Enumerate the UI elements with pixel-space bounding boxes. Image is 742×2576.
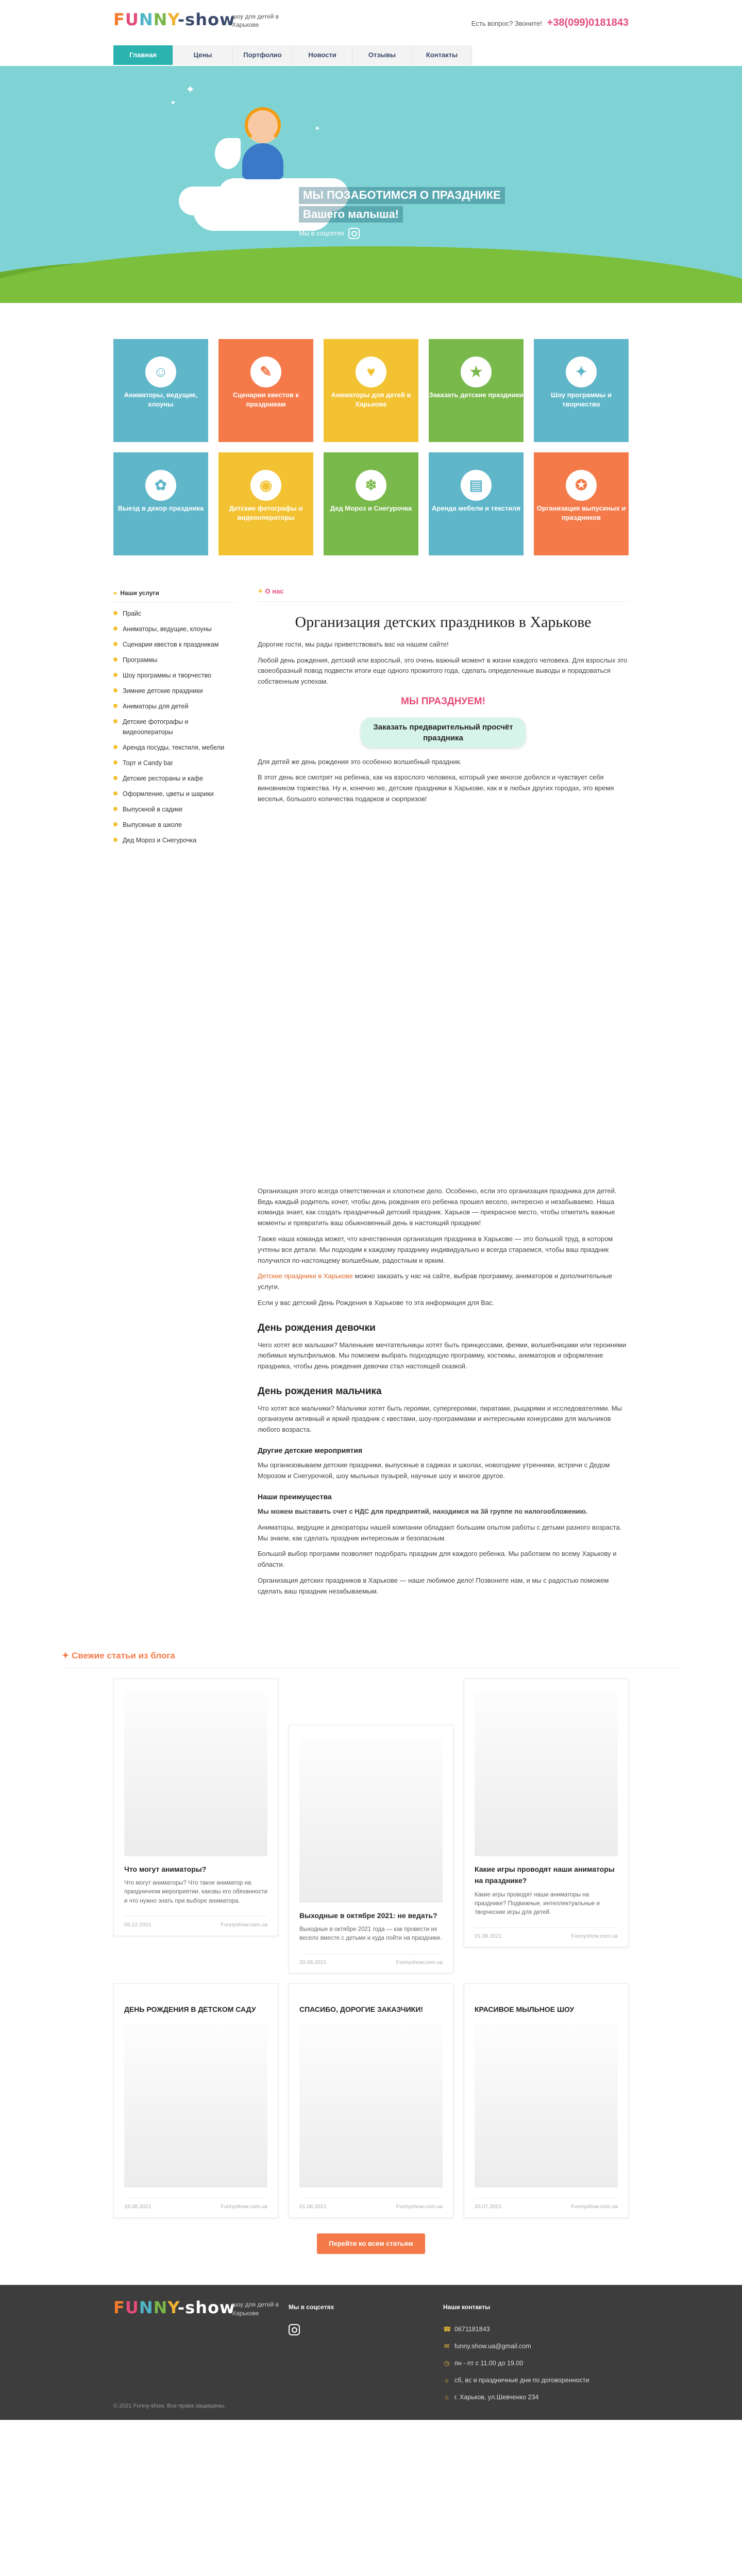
blog-card-image[interactable] xyxy=(124,1691,267,1856)
header-phone-block xyxy=(471,14,629,31)
service-tile[interactable] xyxy=(218,452,313,555)
heading-advantages: Наши преимущества xyxy=(258,1492,332,1501)
clock-icon: ◷ xyxy=(444,2359,450,2367)
article xyxy=(258,586,629,1602)
scroll-icon: ✎ xyxy=(250,357,281,387)
footer-email[interactable] xyxy=(443,2341,589,2351)
location-icon: ⌂ xyxy=(445,2393,449,2401)
footer-social-title: Мы в соцсетях xyxy=(289,2303,334,2311)
nav-item-contacts[interactable]: Контакты xyxy=(412,45,472,65)
service-tile[interactable] xyxy=(429,452,524,555)
phone-label: Есть вопрос? Звоните! xyxy=(471,20,542,27)
paragraph xyxy=(258,1271,629,1293)
footer-phone[interactable] xyxy=(443,2324,589,2334)
services-section xyxy=(0,303,742,586)
balloon-icon: ♥ xyxy=(356,357,386,387)
service-tile[interactable] xyxy=(113,452,208,555)
blog-card-date: 01.09.2021 xyxy=(475,1933,502,1940)
instagram-icon[interactable] xyxy=(348,228,360,239)
nav-item-news[interactable]: Новости xyxy=(293,45,352,65)
blog-card-author: Funnyshow.com.ua xyxy=(221,1921,267,1928)
blog-title: ✦ Свежие статьи из блога xyxy=(62,1649,680,1668)
service-tile[interactable] xyxy=(113,339,208,442)
service-label: Детские фотографы и видеооператоры xyxy=(229,504,303,521)
sidebar-item[interactable]: Аниматоры, ведущие, клоуны xyxy=(113,621,237,637)
blog-card[interactable] xyxy=(113,1679,278,1936)
sidebar-item[interactable]: Шоу программы и творчество xyxy=(113,668,237,683)
service-label: Шоу программы и творчество xyxy=(551,391,612,408)
info-icon: ☼ xyxy=(444,2376,450,2384)
nav-item-prices[interactable]: Цены xyxy=(173,45,233,65)
service-label: Аниматоры, ведущие, клоуны xyxy=(124,391,198,408)
hero-banner xyxy=(0,66,742,303)
child-body-shape xyxy=(242,143,283,179)
blog-card-image[interactable] xyxy=(475,1691,618,1856)
blog-card-author: Funnyshow.com.ua xyxy=(396,2203,443,2210)
service-tile[interactable] xyxy=(324,452,418,555)
blog-card-author: Funnyshow.com.ua xyxy=(396,1959,443,1965)
sidebar-item[interactable]: Оформление, цветы и шарики xyxy=(113,786,237,802)
footer xyxy=(0,2285,742,2420)
footer-hours xyxy=(443,2358,589,2368)
hero-social xyxy=(299,228,505,239)
clown-icon: ☺ xyxy=(145,357,176,387)
paragraph: Мы организовываем детские праздники, выпускные в садиках и школах, новогодние утренники, встречи с Дедом Морозом и Снегурочкой, шоу мыльных пузырей, научные шоу и многое другое. xyxy=(258,1461,610,1480)
blog-card-meta xyxy=(299,2198,443,2211)
footer-address xyxy=(443,2392,589,2402)
footer-hours-text: пн - пт с 11.00 до 19.00 xyxy=(454,2359,524,2367)
logo-letter: N xyxy=(153,2298,168,2318)
blog-card-date: 01.08.2021 xyxy=(299,2203,327,2210)
service-label: Выезд в декор праздника xyxy=(117,504,204,512)
sidebar-item[interactable]: Аниматоры для детей xyxy=(113,699,237,714)
hero-line-2: Вашего малыша! xyxy=(299,206,403,223)
blog-card-date: 20.09.2021 xyxy=(299,1959,327,1965)
content-spacer xyxy=(258,810,629,1181)
paragraph: Если у вас детский День Рождения в Харькове то эта информация для Вас. xyxy=(258,1299,495,1307)
all-articles-button[interactable]: Перейти ко всем статьям xyxy=(317,2233,425,2255)
footer-address-text: г. Харьков, ул.Шевченко 234 xyxy=(454,2393,539,2401)
order-estimate-button[interactable]: Заказать предварительный просчёт праздника xyxy=(361,718,526,748)
blog-card-image[interactable] xyxy=(124,2023,267,2188)
blog-card-author: Funnyshow.com.ua xyxy=(571,1933,618,1940)
blog-card-author: Funnyshow.com.ua xyxy=(571,2203,618,2210)
heading-boy-birthday: День рождения мальчика xyxy=(258,1385,382,1397)
footer-email-text: funny.show.ua@gmail.com xyxy=(454,2342,531,2350)
blog-card-image[interactable] xyxy=(475,2023,618,2188)
star-icon: ✦ xyxy=(314,124,321,132)
camera-icon: ◉ xyxy=(250,470,281,501)
logo[interactable] xyxy=(113,11,235,28)
paragraph: Для детей же день рождения это особенно волшебный праздник. xyxy=(258,757,462,766)
logo-letter: N xyxy=(153,10,168,29)
logo-letter: U xyxy=(125,10,139,29)
blog-card-title[interactable]: Выходные в октябре 2021: не ведать? xyxy=(299,1911,437,1920)
paragraph: Чего хотят все малышки? Маленькие мечтательницы хотят быть принцессами, феями, волшебницами или героинями любимых мультфильмов. Мы поможем выбрать подходящую программу, костюмы, аниматоров и оформление праздника, чтобы день рождения девочки стал настоящей сказкой. xyxy=(258,1341,627,1370)
blog-card-date: 20.07.2021 xyxy=(475,2203,502,2210)
blog-card[interactable] xyxy=(289,1984,453,2217)
sidebar-item[interactable]: Прайс xyxy=(113,606,237,621)
logo-letter: Y xyxy=(167,2298,178,2318)
sidebar-item[interactable]: Выпускные в школе xyxy=(113,817,237,833)
blog-card-title[interactable]: СПАСИБО, ДОРОГИЕ ЗАКАЗЧИКИ! xyxy=(299,2005,423,2014)
footer-hours-2 xyxy=(443,2375,589,2385)
main-nav xyxy=(113,45,472,65)
blog-card-meta xyxy=(299,1954,443,1967)
blog-card-title[interactable]: Что могут аниматоры? xyxy=(124,1865,207,1873)
paragraph: Также наша команда может, что качественная организация праздника в Харькове — это большой труд, в котором учтены все детали. Мы подходим к каждому празднику индивидуально и всегда стараемся, чтобы ваш праздник получился по-настоящему волшебным, радостным и ярким. xyxy=(258,1235,613,1264)
blog-card-excerpt: Что могут аниматоры? Что такое аниматор на праздничном мероприятии, каковы его обязанности и что нужно знать при выборе аниматора. xyxy=(124,1880,268,1904)
blog-card-meta xyxy=(475,1927,618,1941)
blog-card-title[interactable]: Какие игры проводят наши аниматоры на празднике? xyxy=(475,1865,615,1885)
paragraph-text: можно заказать у нас на сайте, выбрав программу, аниматоров и дополнительные услуги. xyxy=(258,1272,613,1291)
child-illustration xyxy=(234,107,291,195)
header xyxy=(113,0,629,59)
blog-card[interactable] xyxy=(113,1984,278,2217)
service-label: Заказать детские праздники xyxy=(429,391,524,399)
blog-card[interactable] xyxy=(464,1984,629,2217)
page-title: Организация детских праздников в Харькове xyxy=(295,613,592,631)
blog-card-title[interactable]: КРАСИВОЕ МЫЛЬНОЕ ШОУ xyxy=(475,2005,575,2014)
logo-suffix: -show xyxy=(177,2298,235,2318)
footer-social xyxy=(289,2302,334,2338)
sidebar-item[interactable]: Аренда посуды, текстиля, мебели xyxy=(113,740,237,755)
service-label: Сценарии квестов к праздникам xyxy=(232,391,299,408)
footer-hours2-text: сб, вс и праздничные дни по договоренности xyxy=(454,2376,589,2384)
logo-letter: Y xyxy=(167,10,178,29)
main-area xyxy=(113,586,629,1623)
service-tile[interactable] xyxy=(218,339,313,442)
sidebar-item[interactable]: Детские фотографы и видеооператоры xyxy=(113,714,237,740)
service-tile[interactable] xyxy=(534,339,629,442)
sidebar-item[interactable]: Выпускной в садике xyxy=(113,802,237,817)
services-grid xyxy=(113,339,629,555)
sidebar-item[interactable]: Программы xyxy=(113,652,237,668)
advantage-text: Мы можем выставить счет с НДС для предприятий, находимся на 3й группе по налогообложению. xyxy=(258,1507,588,1515)
inline-link[interactable]: Детские праздники в Харькове xyxy=(258,1272,353,1280)
blog-card[interactable] xyxy=(289,1725,453,1974)
paragraph: Аниматоры, ведущие и декораторы нашей компании обладают большим опытом работы с детьми разного возраста. Мы знаем, как сделать праздник интересным и безопасным. xyxy=(258,1523,622,1542)
sidebar-item[interactable]: Торт и Candy bar xyxy=(113,755,237,771)
blog-card-meta xyxy=(124,2198,267,2211)
blog-card-date: 15.08.2021 xyxy=(124,2203,151,2210)
footer-contacts-title: Наши контакты xyxy=(443,2303,491,2311)
blog-card[interactable] xyxy=(464,1679,629,1947)
child-head-shape xyxy=(245,107,281,143)
phone-icon: ☎ xyxy=(443,2325,451,2333)
service-tile[interactable] xyxy=(429,339,524,442)
nav-item-reviews[interactable]: Отзывы xyxy=(352,45,412,65)
paragraph: Организация детских праздников в Харькове — наше любимое дело! Позвоните нам, и мы с радостью поможем сделать ваш праздник незабываемым. xyxy=(258,1576,609,1595)
sidebar xyxy=(113,586,237,1602)
blog-cards xyxy=(113,1679,629,2218)
section-label: ✦ О нас xyxy=(258,586,629,602)
paragraph: Организация этого всегда ответственная и хлопотное дело. Особенно, если это организация праздника для детей. Ведь каждый родитель хочет, чтобы день рождения его ребенка прошел весело, интересно и незабываемо. Наша команда знает, как создать праздничный детский праздник. Харьков — прекрасное место, чтобы отметить важные моменты и превратить ваш обыкновенный день в настоящий праздник! xyxy=(258,1187,617,1227)
blog-card-image[interactable] xyxy=(299,2023,443,2188)
mail-icon: ✉ xyxy=(444,2342,450,2350)
footer-logo[interactable] xyxy=(113,2299,235,2316)
sidebar-item[interactable]: Детские рестораны и кафе xyxy=(113,771,237,786)
decor-icon: ✿ xyxy=(145,470,176,501)
logo-letter: F xyxy=(113,10,125,29)
star-icon: ✦ xyxy=(170,98,176,107)
paragraph: В этот день все смотрят на ребенка, как на взрослого человека, который уже многое добился и чувствует себя виновником торжества. Ну и, конечно же, детские праздники в Харькове, как и в любых других городах, это время веселья, большого количества подарков и сюрпризов! xyxy=(258,773,614,803)
blog-card-date: 05.12.2021 xyxy=(124,1921,151,1928)
blog-card-excerpt: Выходные в октябре 2021 года — как провести их весело вместе с детьми и куда пойти на праздники. xyxy=(299,1926,442,1942)
blog-card-excerpt: Какие игры проводят наши аниматоры на празднике? Подвижные, интеллектуальные и творческие игры для детей. xyxy=(475,1891,600,1916)
hill-decoration xyxy=(0,246,742,303)
tagline: шоу для детей в Харькове xyxy=(232,13,279,29)
copyright: © 2021 Funny-show. Все права защищены. xyxy=(113,2402,226,2409)
paragraph: Что хотят все мальчики? Мальчики хотят быть героями, супергероями, пиратами, рыцарями и исследователями. Мы организуем активный и яркий праздник с квестами, шоу-программами и интересными конкурсами для мальчиков любого возраста. xyxy=(258,1404,622,1434)
cap-icon: ✪ xyxy=(566,470,597,501)
logo-letter: N xyxy=(139,2298,154,2318)
service-label: Аренда мебели и текстиля xyxy=(431,504,521,512)
party-icon: ★ xyxy=(461,357,492,387)
paragraph: Любой день рождения, детский или взрослый, это очень важный момент в жизни каждого человека. Для взрослых это своеобразный повод подвести итоги еще одного прожитого года, сделать определенные выводы и порадоваться собственным успехам. xyxy=(258,656,628,686)
footer-phone-text: 0671181843 xyxy=(454,2325,490,2333)
sidebar-menu xyxy=(113,606,237,848)
heading-girl-birthday: День рождения девочки xyxy=(258,1322,376,1333)
hero-text xyxy=(299,187,505,239)
instagram-icon[interactable] xyxy=(289,2324,300,2335)
sidebar-item[interactable]: Сценарии квестов к праздникам xyxy=(113,637,237,652)
sidebar-item[interactable]: Дед Мороз и Снегурочка xyxy=(113,833,237,848)
service-tile[interactable] xyxy=(534,452,629,555)
service-tile[interactable] xyxy=(324,339,418,442)
phone-link[interactable]: +38(099)0181843 xyxy=(547,17,629,28)
footer-contacts xyxy=(443,2302,589,2409)
blog-card-title[interactable]: ДЕНЬ РОЖДЕНИЯ В ДЕТСКОМ САДУ xyxy=(124,2005,256,2014)
hero-social-label: Мы в соцсетях xyxy=(299,229,345,237)
sidebar-title: ● Наши услуги xyxy=(113,586,237,603)
footer-tagline: шоу для детей в Харькове xyxy=(232,2301,279,2317)
heading-other-events: Другие детские мероприятия xyxy=(258,1446,363,1454)
santa-icon: ❄ xyxy=(356,470,386,501)
blog-card-author: Funnyshow.com.ua xyxy=(221,2203,267,2210)
paragraph: Большой выбор программ позволяет подобрать праздник для каждого ребенка. Мы работаем по всему Харькову и области. xyxy=(258,1550,617,1569)
blog-card-meta xyxy=(124,1916,267,1929)
nav-item-home[interactable]: Главная xyxy=(113,45,173,65)
wing-shape xyxy=(215,138,241,169)
logo-letter: N xyxy=(139,10,154,29)
logo-letter: F xyxy=(113,2298,125,2318)
blog-card-image[interactable] xyxy=(299,1738,443,1903)
logo-suffix: -show xyxy=(177,10,235,29)
logo-letter: U xyxy=(125,2298,139,2318)
sidebar-item[interactable]: Зимние детские праздники xyxy=(113,683,237,699)
service-label: Аниматоры для детей в Харькове xyxy=(331,391,411,408)
magic-icon: ✦ xyxy=(566,357,597,387)
chair-icon: ▤ xyxy=(461,470,492,501)
intro-text: Дорогие гости, мы рады приветствовать вас на нашем сайте! xyxy=(258,640,449,648)
service-label: Дед Мороз и Снегурочка xyxy=(330,504,412,512)
star-icon: ✦ xyxy=(185,83,195,96)
hero-line-1: МЫ ПОЗАБОТИМСЯ О ПРАЗДНИКЕ xyxy=(299,187,505,204)
blog-card-meta xyxy=(475,2198,618,2211)
nav-item-portfolio[interactable]: Портфолио xyxy=(233,45,293,65)
service-label: Организация выпускных и праздников xyxy=(536,504,626,521)
pink-heading: МЫ ПРАЗДНУЕМ! xyxy=(401,696,485,707)
